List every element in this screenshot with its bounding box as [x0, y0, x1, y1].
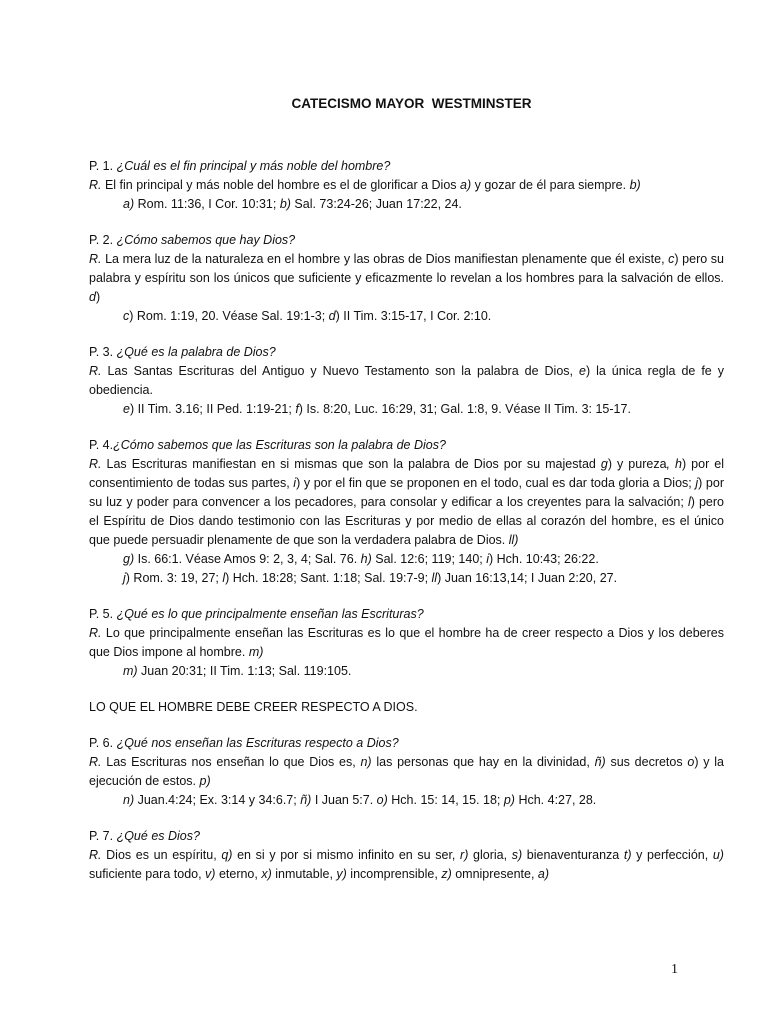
answer-text: R. Lo que principalmente enseñan las Escrituras es lo que el hombre ha de creer respecto a Dios y los deberes que Dios impone al hombre. m)	[89, 626, 724, 659]
question-block	[89, 827, 724, 884]
question-text	[89, 231, 724, 250]
question-number: P. 3.	[89, 345, 117, 359]
question-number: P. 1.	[89, 159, 117, 173]
questions-list	[89, 157, 724, 884]
question-label: ¿Cómo sabemos que hay Dios?	[116, 233, 296, 247]
scripture-references: e) II Tim. 3.16; II Ped. 1:19-21; f) Is. 8:20, Luc. 16:29, 31; Gal. 1:8, 9. Véase II Tim. 3: 15-17.	[123, 402, 631, 416]
question-label: ¿Qué es la palabra de Dios?	[116, 345, 276, 359]
question-number: P. 2.	[89, 233, 117, 247]
answer-text: R. Dios es un espíritu, q) en si y por si mismo infinito en su ser, r) gloria, s) bienaventuranza t) y perfección, u) suficiente para todo, v) eterno, x) inmutable, y) incomprensible, z) omnipresente, a)	[89, 848, 724, 881]
section-heading: LO QUE EL HOMBRE DEBE CREER RESPECTO A DIOS.	[89, 700, 418, 714]
answer-text: R. El fin principal y más noble del hombre es el de glorificar a Dios a) y gozar de él para siempre. b)	[89, 178, 641, 192]
question-text	[89, 436, 724, 455]
page-number: 1	[671, 962, 678, 977]
answer-text: R. Las Santas Escrituras del Antiguo y Nuevo Testamento son la palabra de Dios, e) la única regla de fe y obediencia.	[89, 364, 724, 397]
answer-text: R. Las Escrituras manifiestan en si mismas que son la palabra de Dios por su majestad g) y pureza, h) por el consentimiento de todas sus partes, i) y por el fin que se proponen en el todo, cual es dar toda gloria a Dios; j) por su luz y poder para convencer a los pecadores, para consolar y edificar a los creyentes para la salvación; l) pero el Espíritu de Dios dando testimonio con las Escrituras y por medio de ellas al corazón del hombre, es el único que puede persuadir plenamente de que son la verdadera palabra de Dios. ll)	[89, 457, 724, 547]
question-label: ¿Qué es lo que principalmente enseñan las Escrituras?	[116, 607, 424, 621]
question-label: ¿Qué nos enseñan las Escrituras respecto a Dios?	[116, 736, 399, 750]
scripture-references: m) Juan 20:31; II Tim. 1:13; Sal. 119:105.	[123, 664, 352, 678]
question-label: ¿Cómo sabemos que las Escrituras son la palabra de Dios?	[113, 438, 446, 452]
scripture-references: c) Rom. 1:19, 20. Véase Sal. 19:1-3; d) II Tim. 3:15-17, I Cor. 2:10.	[123, 309, 492, 323]
question-text	[89, 605, 724, 624]
question-block	[89, 157, 724, 214]
question-block	[89, 605, 724, 681]
scripture-references: a) Rom. 11:36, I Cor. 10:31; b) Sal. 73:24-26; Juan 17:22, 24.	[123, 197, 462, 211]
question-text	[89, 827, 724, 846]
question-number: P. 7.	[89, 829, 117, 843]
question-block	[89, 343, 724, 419]
question-number: P. 6.	[89, 736, 117, 750]
question-text	[89, 157, 724, 176]
question-label: ¿Qué es Dios?	[116, 829, 200, 843]
question-block	[89, 436, 724, 588]
question-text	[89, 343, 724, 362]
scripture-references: g) Is. 66:1. Véase Amos 9: 2, 3, 4; Sal. 76. h) Sal. 12:6; 119; 140; i) Hch. 10:43; 26:22. j) Rom. 3: 19, 27; l) Hch. 18:28; Sant. 1:18; Sal. 19:7-9; ll) Juan 16:13,14; I Juan 2:20, 27.	[123, 552, 618, 585]
question-number: P. 5.	[89, 607, 117, 621]
question-block	[89, 231, 724, 326]
question-text	[89, 734, 724, 753]
answer-text: R. Las Escrituras nos enseñan lo que Dios es, n) las personas que hay en la divinidad, ñ) sus decretos o) y la ejecución de estos. p)	[89, 755, 724, 788]
scripture-references: n) Juan.4:24; Ex. 3:14 y 34:6.7; ñ) I Juan 5:7. o) Hch. 15: 14, 15. 18; p) Hch. 4:27, 28.	[123, 793, 597, 807]
question-label: ¿Cuál es el fin principal y más noble del hombre?	[116, 159, 391, 173]
document-title: CATECISMO MAYOR WESTMINSTER	[291, 96, 532, 111]
answer-text: R. La mera luz de la naturaleza en el hombre y las obras de Dios manifiestan plenamente que él existe, c) pero su palabra y espíritu son los únicos que suficiente y eficazmente lo revelan a los hombres para la salvación de ellos. d)	[89, 252, 724, 304]
question-block	[89, 734, 724, 810]
question-number: P. 4.	[89, 438, 114, 452]
